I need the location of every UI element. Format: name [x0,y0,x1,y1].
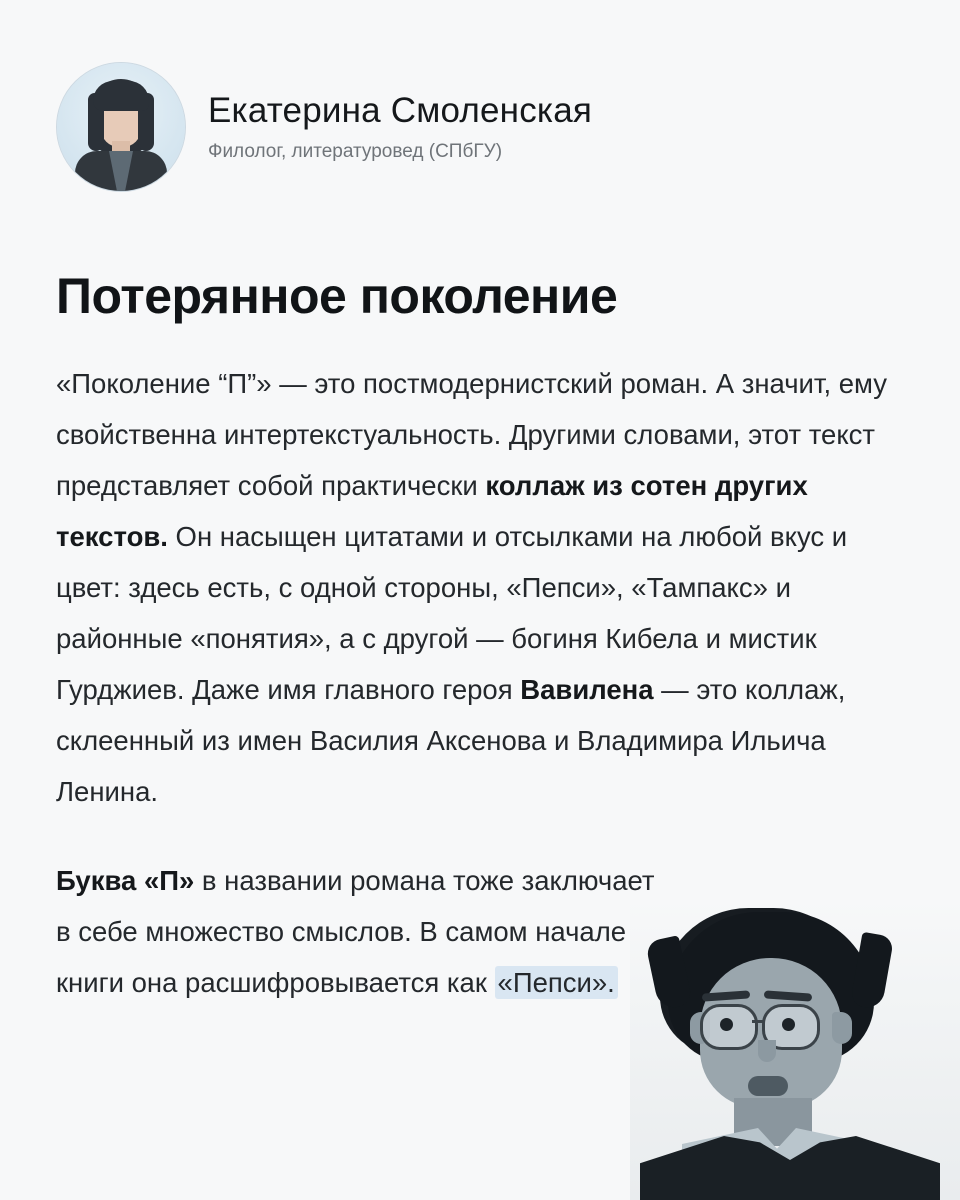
page-title: Потерянное поколение [56,268,618,324]
author-name: Екатерина Смоленская [208,91,593,130]
photo-eye-left [720,1018,733,1031]
paragraph-1-text-b: Он насыщен цитатами и отсылками на любой вкус и цвет: здесь есть, с одной стороны, «Пепси», «Тампакс» и районные «понятия», а с другой — богиня Кибела и мистик Гурджиев. Даже имя главного героя [56,521,848,705]
photo-mouth [748,1076,788,1096]
author-header [56,62,904,192]
photo-ear-right [832,1012,852,1044]
paragraph-1-text-c: — это коллаж, склеенный из имен Василия Аксенова и Владимира Ильича Ленина. [56,674,846,807]
movie-still-portrait [630,900,960,1200]
paragraph-2-text-a: в названии романа тоже заключает в себе множество смыслов. В самом начале книги она расшифровывается как [56,865,655,998]
paragraph-2-highlight: «Пепси». [495,966,618,999]
author-portrait-avatar [56,62,186,192]
photo-eye-right [782,1018,795,1031]
paragraph-1-bold-b: Вавилена [520,674,654,705]
paragraph-1 [56,358,904,817]
paragraph-2-bold-a: Буква «П» [56,865,195,896]
photo-nose [758,1040,776,1062]
paragraph-1-bold-a: коллаж из сотен других текстов. [56,470,808,552]
paragraph-2 [56,855,656,1008]
paragraph-1-text-a: «Поколение “П”» — это постмодернистский роман. А значит, ему свойственна интертекстуальность. Другими словами, этот текст представляет собой практически [56,368,888,501]
photo-glasses-bridge [752,1020,764,1023]
author-role: Филолог, литературовед (СПбГУ) [208,141,503,162]
author-text [208,91,592,163]
avatar-hair-front [93,81,149,111]
